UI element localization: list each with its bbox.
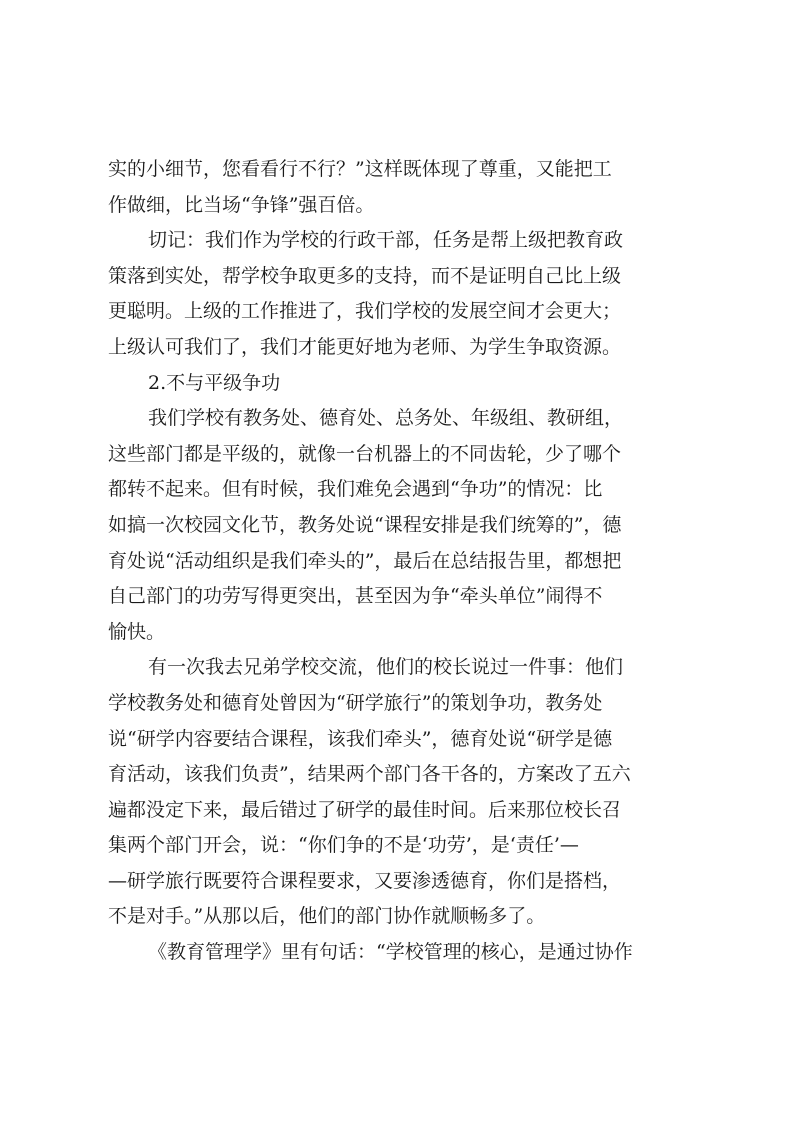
text-line: 切记：我们作为学校的行政干部，任务是帮上级把教育政: [148, 229, 624, 252]
text-line: —研学旅行既要符合课程要求，又要渗透德育，你们是搭档，: [108, 869, 622, 892]
text-line: 我们学校有教务处、德育处、总务处、年级组、教研组，: [148, 407, 624, 430]
text-line: 自己部门的功劳写得更突出，甚至因为争“牵头单位”闹得不: [108, 585, 603, 608]
text-line: 不是对手。”从那以后，他们的部门协作就顺畅多了。: [108, 905, 546, 928]
text-line: 有一次我去兄弟学校交流，他们的校长说过一件事：他们: [148, 656, 624, 679]
text-line: 育活动，该我们负责”，结果两个部门各干各的，方案改了五六: [108, 763, 631, 786]
text-line: 作做细，比当场“争锋”强百倍。: [108, 193, 375, 216]
text-line: 都转不起来。但有时候，我们难免会遇到“争功”的情况：比: [108, 478, 603, 501]
text-line: 集两个部门开会，说：“你们争的不是‘功劳’，是‘责任’—: [108, 834, 579, 857]
section-heading: 2.不与平级争功: [148, 371, 281, 394]
text-line: 《教育管理学》里有句话：“学校管理的核心，是通过协作: [148, 941, 633, 964]
text-line: 这些部门都是平级的，就像一台机器上的不同齿轮，少了哪个: [108, 442, 622, 465]
text-line: 愉快。: [108, 620, 166, 643]
text-line: 实的小细节，您看看行不行？”这样既体现了尊重，又能把工: [108, 158, 612, 180]
text-line: 育处说“活动组织是我们牵头的”，最后在总结报告里，都想把: [108, 549, 622, 572]
text-line: 上级认可我们了，我们才能更好地为老师、为学生争取资源。: [108, 335, 622, 358]
text-line: 如搞一次校园文化节，教务处说“课程安排是我们统筹的”，德: [108, 513, 622, 536]
body-text: [108, 152, 688, 971]
text-line: 更聪明。上级的工作推进了，我们学校的发展空间才会更大；: [108, 300, 622, 323]
text-line: 策落到实处，帮学校争取更多的支持，而不是证明自己比上级: [108, 264, 622, 287]
text-line: 学校教务处和德育处曾因为“研学旅行”的策划争功，教务处: [108, 691, 603, 714]
text-line: 说“研学内容要结合课程，该我们牵头”，德育处说“研学是德: [108, 727, 613, 750]
text-line: 遍都没定下来，最后错过了研学的最佳时间。后来那位校长召: [108, 798, 622, 821]
